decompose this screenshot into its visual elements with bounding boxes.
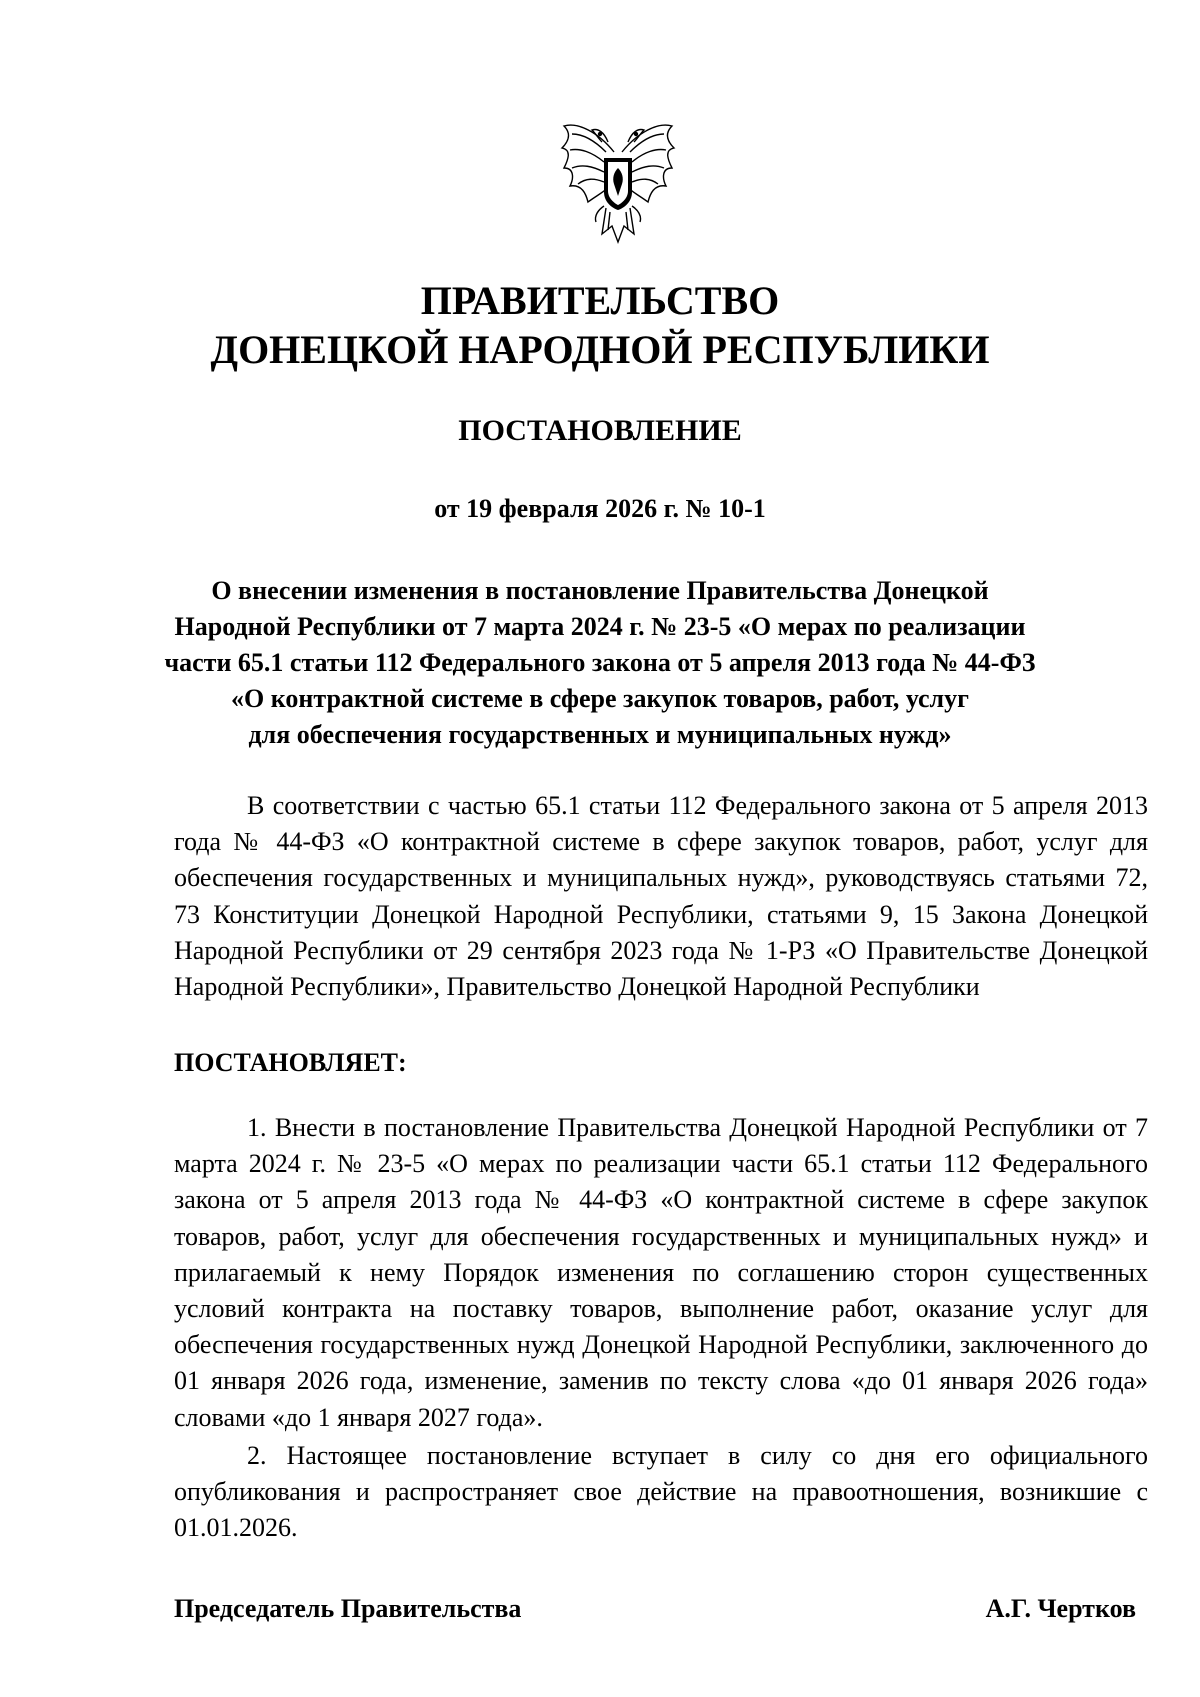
decree-item-2: 2. Настоящее постановление вступает в силу со дня его официального опубликования и распространяет свое действие на правоотношения, возникшие с 01.01.2026. [174, 1441, 1148, 1543]
preamble-paragraph: В соответствии с частью 65.1 статьи 112 Федерального закона от 5 апреля 2013 года № 44-ФЗ «О контрактной системе в сфере закупок товаров, работ, услуг для обеспечения государственных и муниципальных нужд», руководствуясь статьями 72, 73 Конституции Донецкой Народной Республики, статьями 9, 15 Закона Донецкой Народной Республики от 29 сентября 2023 года № 1-РЗ «О Правительстве Донецкой Народной Республики», Правительство Донецкой Народной Республики [174, 791, 1148, 1002]
decree-date-number: от 19 февраля 2026 г. № 10-1 [434, 494, 766, 523]
subject-line: части 65.1 статьи 112 Федерального закона от 5 апреля 2013 года № 44-ФЗ [164, 648, 1036, 677]
decree-subject [150, 573, 1050, 753]
subject-line: для обеспечения государственных и муниципальных нужд» [248, 720, 952, 749]
subject-line: О внесении изменения в постановление Правительства Донецкой [211, 576, 989, 605]
subject-line: Народной Республики от 7 марта 2024 г. № 23-5 «О мерах по реализации [174, 612, 1026, 641]
signatory-position: Председатель Правительства [174, 1594, 522, 1623]
document-type: ПОСТАНОВЛЕНИЕ [458, 414, 742, 447]
resolves-heading: ПОСТАНОВЛЯЕТ: [174, 1048, 407, 1077]
decree-item-1: 1. Внести в постановление Правительства Донецкой Народной Республики от 7 марта 2024 г. № 23-5 «О мерах по реализации части 65.1 статьи 112 Федерального закона от 5 апреля 2013 года № 44-ФЗ «О контрактной системе в сфере закупок товаров, работ, услуг для обеспечения государственных и муниципальных нужд» и прилагаемый к нему Порядок изменения по соглашению сторон существенных условий контракта на поставку товаров, выполнение работ, оказание услуг для обеспечения государственных нужд Донецкой Народной Республики, заключенного до 01 января 2026 года, изменение, заменив по тексту слова «до 01 января 2026 года» словами «до 1 января 2027 года». [174, 1113, 1148, 1432]
subject-line: «О контрактной системе в сфере закупок товаров, работ, услуг [231, 684, 969, 713]
coat-of-arms-emblem [558, 112, 678, 256]
government-title-line2: ДОНЕЦКОЙ НАРОДНОЙ РЕСПУБЛИКИ [210, 327, 990, 372]
signatory-name: А.Г. Чертков [985, 1594, 1136, 1623]
government-title-line1: ПРАВИТЕЛЬСТВО [420, 278, 780, 323]
